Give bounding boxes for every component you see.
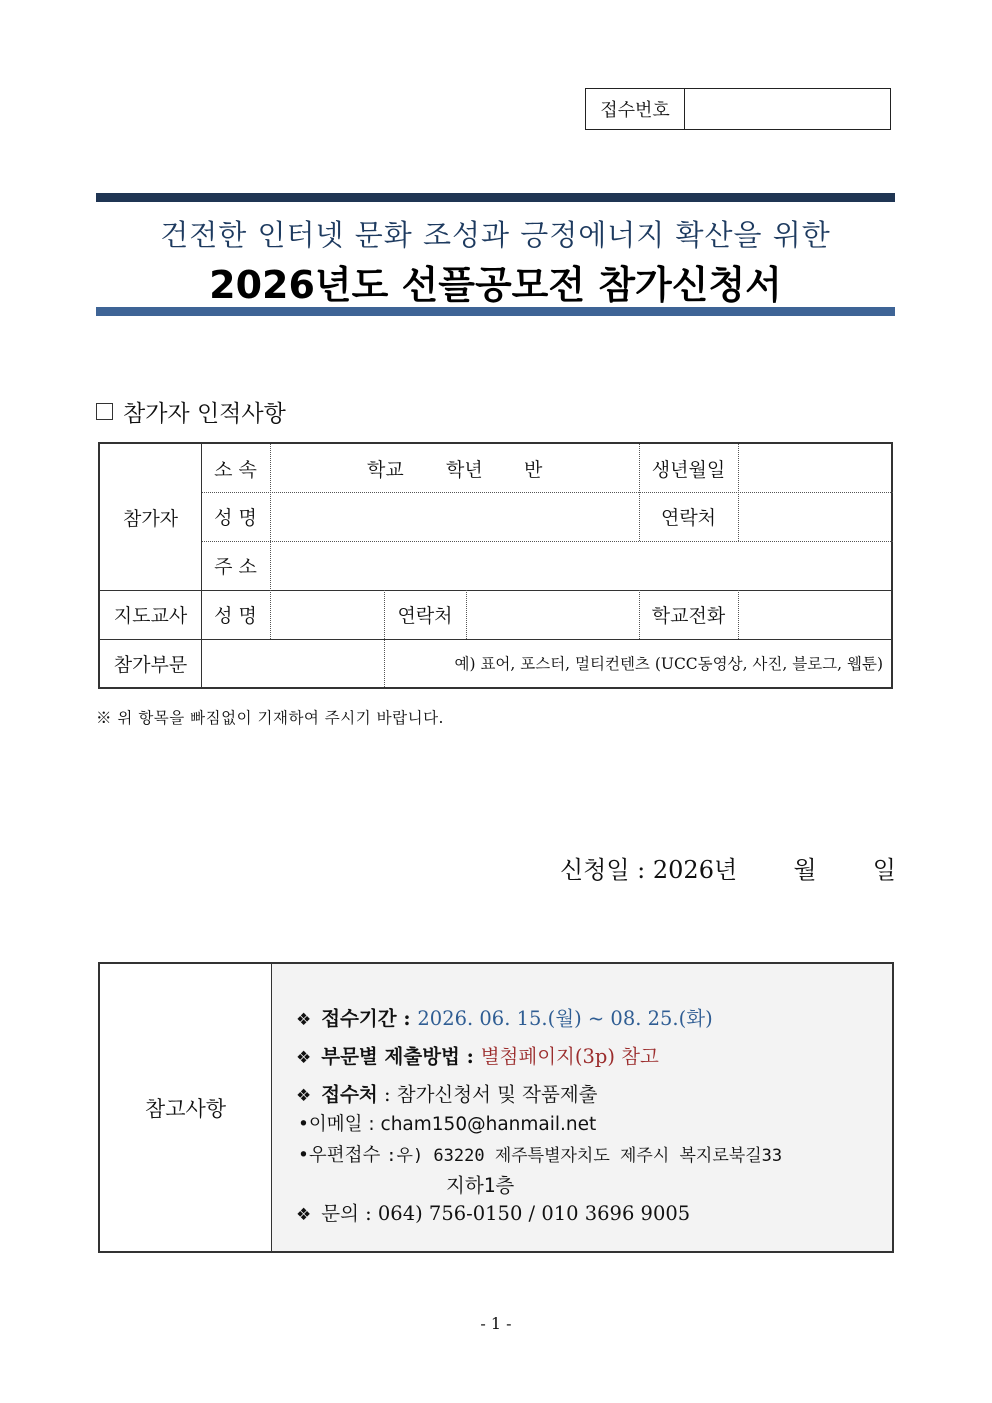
period-line (296, 1003, 713, 1031)
document-subtitle: 건전한 인터넷 문화 조성과 긍정에너지 확산을 위한 (160, 218, 831, 252)
application-date-month: 월 (793, 856, 817, 884)
email-label: •이메일 : (298, 1114, 381, 1135)
title-top-bar (96, 193, 895, 202)
contact-label: 연락처 (660, 507, 717, 529)
school-phone-label: 학교전화 (651, 605, 726, 627)
place-value: : 참가신청서 및 작품제출 (377, 1083, 598, 1106)
contact-field[interactable] (738, 492, 893, 541)
diamond-bullet-icon: ❖ (296, 1086, 312, 1106)
title-bottom-bar (96, 307, 895, 316)
name-label: 성 명 (214, 507, 257, 529)
receipt-number-label: 접수번호 (586, 89, 685, 129)
method-label: 부문별 제출방법 : (321, 1045, 481, 1068)
page-number: - 1 - (480, 1314, 512, 1333)
school-label: 학교 (367, 458, 404, 481)
period-label: 접수기간 : (321, 1007, 418, 1030)
grade-label: 학년 (446, 458, 483, 481)
teacher-name-field[interactable] (270, 590, 384, 639)
post-label: •우편접수 (298, 1145, 387, 1166)
teacher-contact-field[interactable] (466, 590, 639, 639)
inquiry-text: 문의 : 064) 756-0150 / 010 3696 9005 (321, 1202, 691, 1225)
method-line (296, 1041, 659, 1069)
school-phone-field[interactable] (738, 590, 893, 639)
application-date-day: 일 (872, 856, 896, 884)
place-line (296, 1079, 598, 1107)
post-value: :우) 63220 제주특별자치도 제주시 복지로북길33 (386, 1146, 783, 1166)
document-title: 2026년도 선플공모전 참가신청서 (209, 263, 782, 307)
address-label: 주 소 (214, 556, 257, 578)
section-heading-text: 참가자 인적사항 (123, 401, 286, 427)
checkbox-icon (96, 403, 113, 420)
birthdate-field[interactable] (738, 444, 893, 492)
diamond-bullet-icon: ❖ (296, 1205, 312, 1225)
participant-info-table (98, 442, 893, 689)
post-value-line2: 지하1층 (446, 1174, 515, 1197)
application-date-label: 신청일 : 2026년 (560, 856, 738, 884)
class-label: 반 (524, 458, 543, 481)
category-field[interactable] (201, 639, 384, 687)
application-date (560, 850, 896, 885)
birthdate-label: 생년월일 (651, 458, 726, 481)
diamond-bullet-icon: ❖ (296, 1048, 312, 1068)
section-heading (96, 395, 286, 428)
participant-label: 참가자 (122, 507, 179, 530)
teacher-label: 지도교사 (113, 605, 188, 627)
category-label: 참가부문 (113, 653, 188, 676)
email-value[interactable]: cham150@hanmail.net (380, 1114, 597, 1135)
reference-box (98, 962, 894, 1253)
period-value: 2026. 06. 15.(월) ~ 08. 25.(화) (417, 1007, 713, 1030)
inquiry-line (296, 1198, 690, 1226)
email-line (298, 1110, 596, 1136)
diamond-bullet-icon: ❖ (296, 1010, 312, 1030)
method-value: 별첨페이지(3p) 참고 (480, 1045, 659, 1068)
place-label: 접수처 (321, 1083, 378, 1106)
name-field[interactable] (270, 492, 639, 541)
affiliation-label: 소 속 (214, 458, 257, 481)
affiliation-field[interactable] (270, 444, 639, 492)
instruction-note: ※ 위 항목을 빠짐없이 기재하여 주시기 바랍니다. (96, 709, 444, 727)
receipt-number-box (585, 88, 891, 130)
reference-label: 참고사항 (100, 964, 272, 1251)
post-line (298, 1141, 782, 1167)
address-field[interactable] (270, 541, 893, 590)
category-example: 예) 표어, 포스터, 멀티컨텐츠 (UCC동영상, 사진, 블로그, 웹툰) (454, 655, 883, 673)
teacher-contact-label: 연락처 (397, 605, 453, 627)
teacher-name-label: 성 명 (214, 605, 257, 627)
receipt-number-field[interactable] (685, 89, 890, 129)
